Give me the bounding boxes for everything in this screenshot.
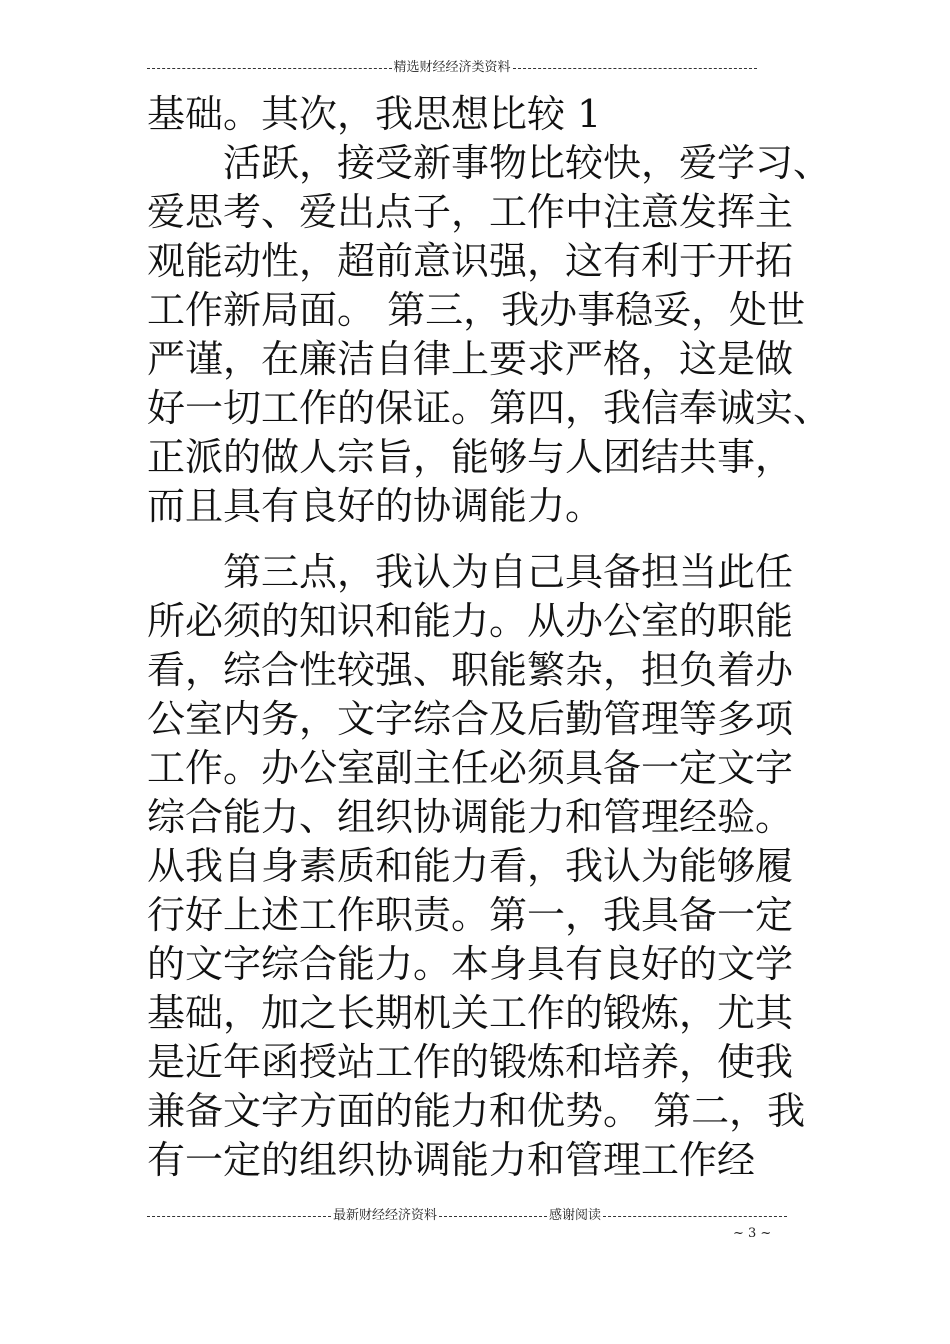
body-line: 爱思考、爱出点子，工作中注意发挥主: [147, 190, 794, 234]
header-label: 精选财经经济类资料: [393, 60, 511, 75]
body-line: 是近年函授站工作的锻炼和培养，使我: [147, 1040, 794, 1084]
document-body: [147, 90, 832, 1185]
footer-dashed-line-left: [147, 1216, 331, 1217]
page-header: [147, 58, 757, 78]
footer-left-label: 最新财经经济资料: [332, 1208, 437, 1223]
body-line: 正派的做人宗旨，能够与人团结共事，: [147, 435, 794, 479]
page-number: ~ 3 ~: [733, 1226, 772, 1241]
body-line: 所必须的知识和能力。从办公室的职能: [147, 599, 794, 643]
body-line: 公室内务，文字综合及后勤管理等多项: [147, 697, 794, 741]
paragraph-start-line: 第三点，我认为自己具备担当此任: [223, 550, 794, 594]
footer-dashed-line-middle: [439, 1216, 547, 1217]
body-line: 而且具有良好的协调能力。: [147, 484, 604, 528]
body-line: 基础，加之长期机关工作的锻炼，尤其: [147, 991, 794, 1035]
paragraph-start-line: 活跃，接受新事物比较快，爱学习、: [223, 141, 832, 185]
body-line: 兼备文字方面的能力和优势。 第二，我: [147, 1089, 806, 1133]
footer-right-label: 感谢阅读: [549, 1208, 602, 1223]
body-line: 有一定的组织协调能力和管理工作经: [147, 1138, 756, 1182]
body-line: 观能动性，超前意识强，这有利于开拓: [147, 239, 794, 283]
body-line: 行好上述工作职责。第一，我具备一定: [147, 893, 794, 937]
body-line: 从我自身素质和能力看，我认为能够履: [147, 844, 794, 888]
body-line: 好一切工作的保证。第四，我信奉诚实、: [147, 386, 832, 430]
body-line: 综合能力、组织协调能力和管理经验。: [147, 795, 794, 839]
header-dashed-line-right: [513, 68, 758, 69]
body-line: 工作。办公室副主任必须具备一定文字: [147, 746, 794, 790]
body-line: 看，综合性较强、职能繁杂，担负着办: [147, 648, 794, 692]
body-line: 的文字综合能力。本身具有良好的文学: [147, 942, 794, 986]
page-footer: [147, 1206, 787, 1226]
header-dashed-line-left: [147, 68, 392, 69]
body-line: 严谨，在廉洁自律上要求严格，这是做: [147, 337, 794, 381]
footer-dashed-line-right: [603, 1216, 787, 1217]
paragraph-gap: [147, 531, 827, 548]
body-line: 基础。其次，我思想比较 1: [147, 92, 602, 136]
body-line: 工作新局面。 第三，我办事稳妥，处世: [147, 288, 806, 332]
